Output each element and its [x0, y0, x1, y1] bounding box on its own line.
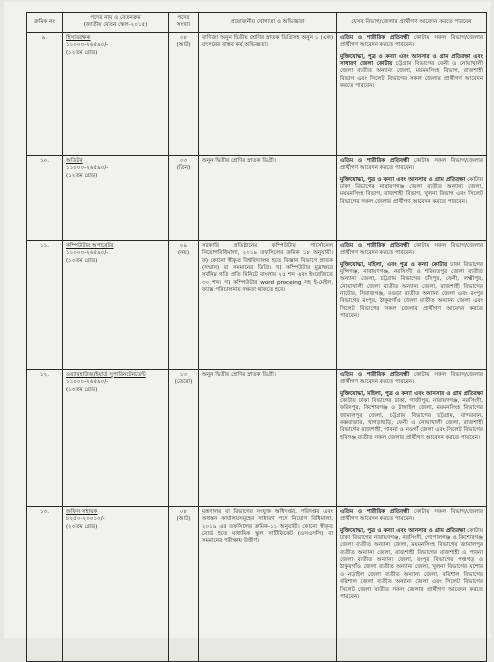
districts-cell — [337, 155, 487, 240]
quota-paragraph — [340, 177, 483, 207]
post-grade: (১২তম গ্রেড) — [66, 49, 98, 56]
post-cell — [63, 32, 169, 155]
header-qualification: প্রয়োজনীয় যোগ্যতা ও অভিজ্ঞতা — [199, 13, 337, 33]
serial-cell: ৯. — [27, 32, 63, 155]
quota-lead: এতিম ও শারীরিক প্রতিবন্ধী — [340, 508, 410, 515]
quota-text: কোটায় সকল বিভাগ/জেলার প্রার্থীগণ আবেদন করতে পারবেন। — [340, 34, 483, 49]
quota-lead: মুক্তিযোদ্ধা, পুত্র ও কন্যা এবং আনসার ও গ্রাম প্রতিরক্ষা — [340, 176, 466, 183]
quota-paragraph — [340, 528, 483, 602]
post-grade: (১২তম গ্রেড) — [66, 172, 98, 179]
quota-text: কোটায় ঢাকা বিভাগের নারায়ণগঞ্জ, নরসিংদী, গোপালগঞ্জ ও কিশোরগঞ্জ জেলা ব্যতীত অন্যান্য জেলা, ময়মনসিংহ বিভাগের জামালপুর ব্যতীত অন্যান্য জেলা, রাজশাহী বিভাগের রাজশাহী ও পাবনা জেলা ব্যতীত অন্যান্য জেলা, রংপুর বিভাগের পঞ্চগড় ও ঠাকুরগাঁও জেলা ব্যতীত অন্যান্য জেলা, খুলনা বিভাগের যশোর ও নড়াইল জেলা ব্যতীত অন্যান্য জেলা, বরিশাল বিভাগের বরিশাল জেলা ব্যতীত অন্যান্য জেলা এবং সিলেট বিভাগের সিলেট জেলা ব্যতীত সকল জেলার প্রার্থীগণ আবেদন করতে পারবেন। — [340, 527, 483, 600]
qualification-cell: সরকারি প্রতিষ্ঠানের কম্পিউটার পার্সোনেল নিয়োগবিধিমালা, ২০১৯ তফসিলের ক্রমিক ১৮ অনুযায়ী। ক) কোনো স্বীকৃত বিশ্ববিদ্যালয় হতে বিজ্ঞান বিভাগে স্নাতক (সম্মান) বা সমমানের ডিগ্রি। খ) কম্পিউটার মুদ্রাক্ষরে সর্বনিম্ন গতি প্রতি মিনিটে বাংলায় ২৫ শব্দ এবং ইংরেজিতে ৩০ শব্দ। গ) কম্পিউটার word proceing সহ ই-মেইল, ফ্যাক্স পরিচালনায় দক্ষতা থাকতে হবে। — [199, 240, 337, 369]
quota-text: কোটায় ঢাকা বিভাগের নারায়ণগঞ্জ জেলা ব্যতীত অন্যান্য জেলা, ময়মনসিংহ বিভাগ, রাজশাহী বিভাগ, খুলনা বিভাগ এবং সিলেট বিভাগের সকল জেলার প্রার্থীগণ আবেদন করতে পারবেন। — [340, 176, 483, 205]
table-row — [27, 240, 487, 369]
serial-cell: ১২. — [27, 369, 63, 506]
quota-lead: মুক্তিযোদ্ধা, পুত্র ও কন্যা এবং আনসার ও গ্রাম প্রতিরক্ষা এবং সাধারণ জেলা কোটায় — [340, 53, 483, 67]
quota-text: কোটায় সকল বিভাগ/জেলার প্রার্থীগণ আবেদন করতে পারবেন। — [340, 157, 483, 172]
count-cell — [169, 240, 199, 369]
table-row — [27, 369, 487, 506]
header-post-name — [63, 13, 169, 33]
post-name: কম্পিউটার অপারেটর — [66, 242, 114, 249]
qualification-cell: অনুন দ্বিতীয় শ্রেণির স্নাতক ডিগ্রী। — [199, 369, 337, 506]
post-scale: ১১০০০-২৬৫৯০/- — [66, 165, 109, 172]
header-post-count: পদের সংখ্যা — [169, 13, 199, 33]
quota-paragraph — [340, 509, 483, 524]
quota-lead: এতিম ও শারীরিক প্রতিবন্ধী — [340, 157, 410, 164]
qualification-cell: বাণিজ্য অনুন দ্বিতীয় শ্রেণির স্নাতক ডিগ্রিসহ অনুন ১ (এক) বৎসরের বাস্তব কর্ম অভিজ্ঞতা। — [199, 32, 337, 155]
quota-paragraph — [340, 372, 483, 387]
post-grade: (১৩তম গ্রেড) — [66, 386, 98, 393]
quota-paragraph — [340, 158, 483, 173]
header-serial: ক্রমিক নং — [27, 13, 63, 33]
post-cell — [63, 506, 169, 661]
post-count-word: (আট) — [176, 42, 191, 49]
post-scale: ১১০০০-২৬৫৯০/- — [66, 42, 109, 49]
post-cell — [63, 240, 169, 369]
districts-cell — [337, 369, 487, 506]
post-cell — [63, 155, 169, 240]
qualification-cell: মন্ত্রণালয় বা বিভাগের সংযুক্ত অধিদপ্তর, পরিদপ্তর এবং অধস্তন কার্যালয়সমূহের সাধারণ পদে নিয়োগ বিধিমালা, ২০১৯ এর তফসিলের ক্রমিক-১১ অনুযায়ী। কোনো স্বীকৃত বোর্ড হতে মাধ্যমিক স্কুল সার্টিফিকেট (এসএসসি) বা সমমানের পরীক্ষায় উত্তীর্ণ। — [199, 506, 337, 661]
quota-lead: এতিম ও শারীরিক প্রতিবন্ধী — [340, 34, 410, 41]
table-row — [27, 32, 487, 155]
header-post-name-scale: (জাতীয় বেতন স্কেল-২০১৫) — [83, 22, 148, 29]
post-grade: (২০তম গ্রেড) — [66, 523, 98, 530]
serial-cell: ১০. — [27, 155, 63, 240]
quota-paragraph — [340, 54, 483, 91]
districts-cell — [337, 240, 487, 369]
quota-text: কোটায় ঢাকা বিভাগের ঢাকা, গাজীপুর, নারায়ণগঞ্জ, নরসিংদী, ফরিদপুর, কিশোরগঞ্জ ও টাঙ্গাইল জেলা, ময়মনসিংহ বিভাগের জামালপুর জেলা, চট্টগ্রাম বিভাগের চট্টগ্রাম, বান্দরবান, কক্সবাজার, খাগড়াছড়ি, ফেনী ও নোয়াখালী জেলা, রাজশাহী বিভাগের রাজশাহী, পাবনা ও নওগাঁ জেলা এবং সিলেট বিভাগের হবিগঞ্জ ব্যতীত সকল জেলার প্রার্থীগণ আবেদন করতে পারবেন। — [340, 397, 483, 441]
quota-text: ঢাকা বিভাগের মুন্সিগঞ্জ, নারায়ণগঞ্জ, নরসিংদী ও শরিয়তপুর জেলা ব্যতীত অন্যান্য জেলা, চট্টগ্রাম বিভাগের চাঁদপুর, ফেনী, লক্ষ্মীপুর, নোয়াখালী জেলা ব্যতীত অন্যান্য জেলা, রাজশাহী বিভাগের নাটোর, সিরাজগঞ্জ, বগুড়া ব্যতীত অন্যান্য জেলা এবং রংপুর বিভাগের রংপুর, ঠাকুরগাঁও জেলা ব্যতীত অন্যান্য জেলা এবং সিলেট বিভাগের সকল জেলার প্রার্থীগণ আবেদন করতে পারবেন। — [340, 261, 483, 320]
header-districts: যেসব বিভাগ/জেলার প্রার্থীগণ আবেদন করতে পারবেন — [337, 13, 487, 33]
quota-text: কোটায় সকল বিভাগ/জেলার প্রার্থীগণ আবেদন করতে পারবেন। — [340, 242, 483, 257]
post-count-word: (আট) — [176, 516, 191, 523]
post-name: অডিটর — [66, 157, 83, 164]
count-cell — [169, 369, 199, 506]
scanned-page — [4, 2, 490, 638]
quota-lead: এতিম ও শারীরিক প্রতিবন্ধী — [340, 242, 410, 249]
post-name: অফিস সহায়ক — [66, 508, 98, 515]
post-count-word: (নয়) — [178, 250, 189, 257]
post-scale: ৮২৫০-২০০১০/- — [66, 516, 105, 523]
quota-paragraph — [340, 35, 483, 50]
quota-lead: এতিম ও শারীরিক প্রতিবন্ধী — [340, 371, 410, 378]
post-count: ০৩ — [179, 157, 188, 164]
quota-lead: মুক্তিযোদ্ধা, মহিলা, পুত্র ও কন্যা এবং আনসার ও গ্রাম প্রতিরক্ষা — [340, 390, 483, 397]
count-cell — [169, 32, 199, 155]
post-name: হিসাবরক্ষক — [66, 34, 91, 41]
post-grade: (১৩তম গ্রেড) — [66, 257, 98, 264]
quota-lead: মুক্তিযোদ্ধা, পুত্র ও কন্যা এবং আনসার ও গ্রাম প্রতিরক্ষা — [340, 527, 466, 534]
serial-cell: ১১. — [27, 240, 63, 369]
post-scale: ১১০০০-২৬৫৯০/- — [66, 250, 109, 257]
quota-text: কোটায় সকল বিভাগ/জেলার প্রার্থীগণ আবেদন করতে পারবেন। — [340, 371, 483, 386]
header-post-name-main: পদের নাম ও বেতনক্রম — [90, 15, 141, 21]
count-cell — [169, 506, 199, 661]
post-count: ০৯ — [179, 242, 188, 249]
table-row — [27, 155, 487, 240]
post-count: ০৮ — [179, 34, 188, 41]
qualification-cell: অনুন দ্বিতীয় শ্রেণির স্নাতক ডিগ্রী। — [199, 155, 337, 240]
serial-cell: ১৩. — [27, 506, 63, 661]
districts-cell — [337, 32, 487, 155]
post-count-word: (তেরো) — [174, 379, 193, 386]
districts-cell — [337, 506, 487, 661]
post-cell — [63, 369, 169, 506]
post-count-word: (তিন) — [176, 165, 191, 172]
post-count: ০৮ — [179, 508, 188, 515]
table-row — [27, 506, 487, 661]
quota-text: কোটায় সকল বিভাগ/জেলার প্রার্থীগণ আবেদন করতে পারবেন। — [340, 508, 483, 523]
quota-paragraph — [340, 262, 483, 321]
quota-paragraph — [340, 243, 483, 258]
quota-lead: মুক্তিযোদ্ধা, মহিলা, এবং পুত্র ও কন্যা কোটায় — [340, 261, 448, 268]
count-cell — [169, 155, 199, 240]
post-count: ১৩ — [179, 371, 188, 378]
quota-text: চট্টগ্রাম বিভাগের ফেনী ও নোয়াখালী জেলা ব্যতীত অন্যান্য জেলা, ময়মনসিংহ বিভাগ, রাজশাহী বিভাগ এবং সিলেট বিভাগের সকল জেলার প্রার্থীগণ আবেদন করতে পারবেন। — [340, 60, 484, 89]
post-name: ওয়্যারহাউজ/ইয়ার্ড সুপারিনটেনডেন্ট — [66, 371, 146, 378]
recruitment-table — [26, 12, 487, 662]
post-scale: ১১০০০-২৬৫৯০/- — [66, 379, 109, 386]
quota-paragraph — [340, 391, 483, 443]
table-header-row — [27, 13, 487, 33]
